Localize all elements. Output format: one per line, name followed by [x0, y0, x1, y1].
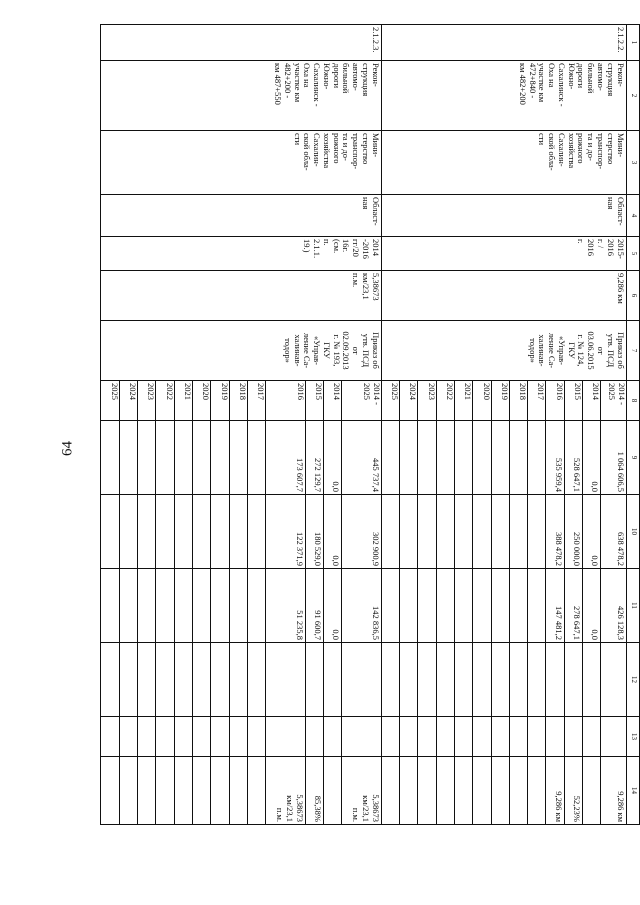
federal-budget-cell: 51 235,8	[266, 569, 305, 643]
indicator-cell	[528, 757, 546, 825]
regional-budget-cell	[473, 495, 491, 569]
record-code-cell: 2.1.2.2.	[381, 25, 626, 61]
other-sources-cell	[381, 717, 399, 757]
federal-budget-cell: 0,0	[583, 569, 601, 643]
federal-budget-cell	[473, 569, 491, 643]
indicator-cell	[436, 757, 454, 825]
other-sources-cell	[564, 717, 582, 757]
year-cell: 2025	[381, 381, 399, 421]
total-cell	[400, 421, 418, 495]
regional-budget-cell: 388 478,2	[546, 495, 564, 569]
regional-budget-cell	[119, 495, 137, 569]
total-cell	[247, 421, 265, 495]
regional-budget-cell	[454, 495, 472, 569]
period-cell: 2015- 2016 г. / 2016 г.	[381, 237, 626, 271]
year-cell: 2018	[509, 381, 527, 421]
column-number-row	[626, 25, 639, 825]
local-budget-cell	[156, 643, 174, 717]
column-number: 2	[626, 61, 639, 131]
table-row	[601, 25, 626, 825]
year-cell: 2022	[156, 381, 174, 421]
column-number: 13	[626, 717, 639, 757]
indicator-cell	[473, 757, 491, 825]
federal-budget-cell	[119, 569, 137, 643]
total-cell	[211, 421, 229, 495]
federal-budget-cell	[211, 569, 229, 643]
local-budget-cell	[491, 643, 509, 717]
total-cell	[491, 421, 509, 495]
local-budget-cell	[473, 643, 491, 717]
total-cell	[436, 421, 454, 495]
total-cell	[229, 421, 247, 495]
table-row	[342, 25, 381, 825]
federal-budget-cell	[247, 569, 265, 643]
other-sources-cell	[546, 717, 564, 757]
federal-budget-cell: 147 481,2	[546, 569, 564, 643]
federal-budget-cell	[528, 569, 546, 643]
year-cell: 2019	[211, 381, 229, 421]
indicator-cell	[323, 757, 341, 825]
indicator-cell: 5,38673 км/23,1 п.м.	[266, 757, 305, 825]
indicator-cell: 52,23%	[564, 757, 582, 825]
year-cell: 2015	[305, 381, 323, 421]
local-budget-cell	[119, 643, 137, 717]
local-budget-cell	[583, 643, 601, 717]
column-number: 14	[626, 757, 639, 825]
total-cell: 272 129,7	[305, 421, 323, 495]
federal-budget-cell	[229, 569, 247, 643]
indicator-cell: 5,38673 км/23,1 п.м.	[342, 757, 381, 825]
column-number: 10	[626, 495, 639, 569]
federal-budget-cell: 91 600,7	[305, 569, 323, 643]
page-number: 64	[59, 441, 76, 456]
other-sources-cell	[266, 717, 305, 757]
program-table	[100, 24, 640, 825]
regional-budget-cell: 0,0	[323, 495, 341, 569]
total-cell: 445 737,4	[342, 421, 381, 495]
year-cell: 2014	[323, 381, 341, 421]
indicator-cell	[418, 757, 436, 825]
local-budget-cell	[305, 643, 323, 717]
indicator-cell	[119, 757, 137, 825]
federal-budget-cell	[436, 569, 454, 643]
local-budget-cell	[247, 643, 265, 717]
federal-budget-cell	[101, 569, 120, 643]
federal-budget-cell	[156, 569, 174, 643]
local-budget-cell	[400, 643, 418, 717]
year-cell: 2016	[546, 381, 564, 421]
regional-budget-cell	[229, 495, 247, 569]
column-number: 9	[626, 421, 639, 495]
object-name-cell: Рекон- струкция автомо- бильной дороги Южно- Сахалинск - Оха на участке км 482+200 - км 487+550	[101, 61, 382, 131]
indicator-cell	[381, 757, 399, 825]
local-budget-cell	[528, 643, 546, 717]
column-number: 5	[626, 237, 639, 271]
other-sources-cell	[436, 717, 454, 757]
executor-cell: Мини- стерство транспор- та и до- рожного хозяйства Сахалин- ской обла- сти	[101, 131, 382, 195]
indicator-cell	[192, 757, 210, 825]
federal-budget-cell	[400, 569, 418, 643]
indicator-cell	[137, 757, 155, 825]
total-cell: 173 607,7	[266, 421, 305, 495]
federal-budget-cell	[192, 569, 210, 643]
indicator-cell	[211, 757, 229, 825]
federal-budget-cell: 426 128,3	[601, 569, 626, 643]
year-cell: 2024	[119, 381, 137, 421]
other-sources-cell	[247, 717, 265, 757]
year-cell: 2014	[583, 381, 601, 421]
federal-budget-cell: 142 836,5	[342, 569, 381, 643]
other-sources-cell	[601, 717, 626, 757]
total-cell	[509, 421, 527, 495]
year-cell: 2014 - 2025	[342, 381, 381, 421]
regional-budget-cell	[509, 495, 527, 569]
local-budget-cell	[211, 643, 229, 717]
regional-budget-cell	[174, 495, 192, 569]
year-cell: 2019	[491, 381, 509, 421]
indicator-cell: 9,286 км	[601, 757, 626, 825]
other-sources-cell	[305, 717, 323, 757]
other-sources-cell	[583, 717, 601, 757]
capacity-cell: 5,38673 км/23,1 п.м.	[101, 271, 382, 321]
total-cell	[137, 421, 155, 495]
regional-budget-cell	[101, 495, 120, 569]
year-cell: 2016	[266, 381, 305, 421]
regional-budget-cell: 638 478,2	[601, 495, 626, 569]
other-sources-cell	[323, 717, 341, 757]
total-cell	[381, 421, 399, 495]
other-sources-cell	[192, 717, 210, 757]
year-cell: 2021	[174, 381, 192, 421]
regional-budget-cell	[418, 495, 436, 569]
other-sources-cell	[342, 717, 381, 757]
regional-budget-cell	[137, 495, 155, 569]
regional-budget-cell	[156, 495, 174, 569]
year-cell: 2015	[564, 381, 582, 421]
regional-budget-cell	[400, 495, 418, 569]
local-budget-cell	[192, 643, 210, 717]
regional-budget-cell: 0,0	[583, 495, 601, 569]
other-sources-cell	[509, 717, 527, 757]
indicator-cell	[101, 757, 120, 825]
regional-budget-cell: 250 000,0	[564, 495, 582, 569]
column-number: 7	[626, 321, 639, 381]
year-cell: 2024	[400, 381, 418, 421]
total-cell	[119, 421, 137, 495]
local-budget-cell	[546, 643, 564, 717]
total-cell	[101, 421, 120, 495]
year-cell: 2021	[454, 381, 472, 421]
other-sources-cell	[528, 717, 546, 757]
indicator-cell	[229, 757, 247, 825]
regional-budget-cell: 122 371,9	[266, 495, 305, 569]
year-cell: 2017	[247, 381, 265, 421]
other-sources-cell	[156, 717, 174, 757]
document-cell: Приказ об утв. ПСД от 03.06.2015 г. № 124, ГКУ «Управ- ление Са- халинав- тодор»	[381, 321, 626, 381]
federal-budget-cell	[491, 569, 509, 643]
indicator-cell: 9,286 км	[546, 757, 564, 825]
other-sources-cell	[119, 717, 137, 757]
column-number: 11	[626, 569, 639, 643]
other-sources-cell	[229, 717, 247, 757]
total-cell	[454, 421, 472, 495]
other-sources-cell	[400, 717, 418, 757]
year-cell: 2022	[436, 381, 454, 421]
column-number: 6	[626, 271, 639, 321]
total-cell: 1 064 606,5	[601, 421, 626, 495]
local-budget-cell	[601, 643, 626, 717]
local-budget-cell	[101, 643, 120, 717]
federal-budget-cell	[418, 569, 436, 643]
other-sources-cell	[473, 717, 491, 757]
other-sources-cell	[418, 717, 436, 757]
local-budget-cell	[381, 643, 399, 717]
year-cell: 2020	[473, 381, 491, 421]
indicator-cell: 85,38%	[305, 757, 323, 825]
regional-budget-cell	[528, 495, 546, 569]
federal-budget-cell	[509, 569, 527, 643]
local-budget-cell	[323, 643, 341, 717]
regional-budget-cell	[192, 495, 210, 569]
local-budget-cell	[342, 643, 381, 717]
regional-budget-cell	[491, 495, 509, 569]
indicator-cell	[583, 757, 601, 825]
other-sources-cell	[137, 717, 155, 757]
federal-budget-cell: 0,0	[323, 569, 341, 643]
local-budget-cell	[174, 643, 192, 717]
total-cell	[192, 421, 210, 495]
federal-budget-cell	[454, 569, 472, 643]
indicator-cell	[491, 757, 509, 825]
other-sources-cell	[101, 717, 120, 757]
federal-budget-cell	[174, 569, 192, 643]
rotated-page	[100, 0, 640, 822]
object-name-cell: Рекон- струкция автомо- бильной дороги Южно- Сахалинск - Оха на участке км 472+840 - км 482+200	[381, 61, 626, 131]
other-sources-cell	[454, 717, 472, 757]
capacity-cell: 9,286 км	[381, 271, 626, 321]
executor-cell: Мини- стерство транспор- та и до- рожного хозяйства Сахалин- ской обла- сти	[381, 131, 626, 195]
local-budget-cell	[418, 643, 436, 717]
indicator-cell	[174, 757, 192, 825]
year-cell: 2025	[101, 381, 120, 421]
column-number: 3	[626, 131, 639, 195]
column-number: 12	[626, 643, 639, 717]
local-budget-cell	[564, 643, 582, 717]
local-budget-cell	[229, 643, 247, 717]
total-cell: 535 959,4	[546, 421, 564, 495]
year-cell: 2023	[418, 381, 436, 421]
period-cell: 2014 -2016 гг/20 16г. (см. п. 2.1.1. 19.)	[101, 237, 382, 271]
total-cell	[418, 421, 436, 495]
column-number: 4	[626, 195, 639, 237]
regional-budget-cell	[381, 495, 399, 569]
total-cell: 528 647,1	[564, 421, 582, 495]
year-cell: 2014 - 2025	[601, 381, 626, 421]
regional-budget-cell: 302 900,9	[342, 495, 381, 569]
local-budget-cell	[137, 643, 155, 717]
federal-budget-cell: 278 647,1	[564, 569, 582, 643]
total-cell	[528, 421, 546, 495]
indicator-cell	[454, 757, 472, 825]
other-sources-cell	[491, 717, 509, 757]
local-budget-cell	[436, 643, 454, 717]
regional-budget-cell	[436, 495, 454, 569]
total-cell: 0,0	[323, 421, 341, 495]
document-cell: Приказ об утв. ПСД от 02.09.2013 г. № 193, ГКУ «Управ- ление Са- халинав- тодор»	[101, 321, 382, 381]
local-budget-cell	[509, 643, 527, 717]
total-cell	[174, 421, 192, 495]
ownership-cell: Област- ная	[101, 195, 382, 237]
table-body	[101, 25, 640, 825]
year-cell: 2020	[192, 381, 210, 421]
total-cell	[473, 421, 491, 495]
other-sources-cell	[211, 717, 229, 757]
ownership-cell: Област- ная	[381, 195, 626, 237]
total-cell: 0,0	[583, 421, 601, 495]
indicator-cell	[247, 757, 265, 825]
regional-budget-cell	[247, 495, 265, 569]
year-cell: 2017	[528, 381, 546, 421]
other-sources-cell	[174, 717, 192, 757]
regional-budget-cell: 180 529,0	[305, 495, 323, 569]
indicator-cell	[509, 757, 527, 825]
total-cell	[156, 421, 174, 495]
record-code-cell: 2.1.2.3.	[101, 25, 382, 61]
indicator-cell	[156, 757, 174, 825]
regional-budget-cell	[211, 495, 229, 569]
indicator-cell	[400, 757, 418, 825]
local-budget-cell	[454, 643, 472, 717]
column-number: 8	[626, 381, 639, 421]
federal-budget-cell	[381, 569, 399, 643]
year-cell: 2023	[137, 381, 155, 421]
local-budget-cell	[266, 643, 305, 717]
year-cell: 2018	[229, 381, 247, 421]
federal-budget-cell	[137, 569, 155, 643]
column-number: 1	[626, 25, 639, 61]
